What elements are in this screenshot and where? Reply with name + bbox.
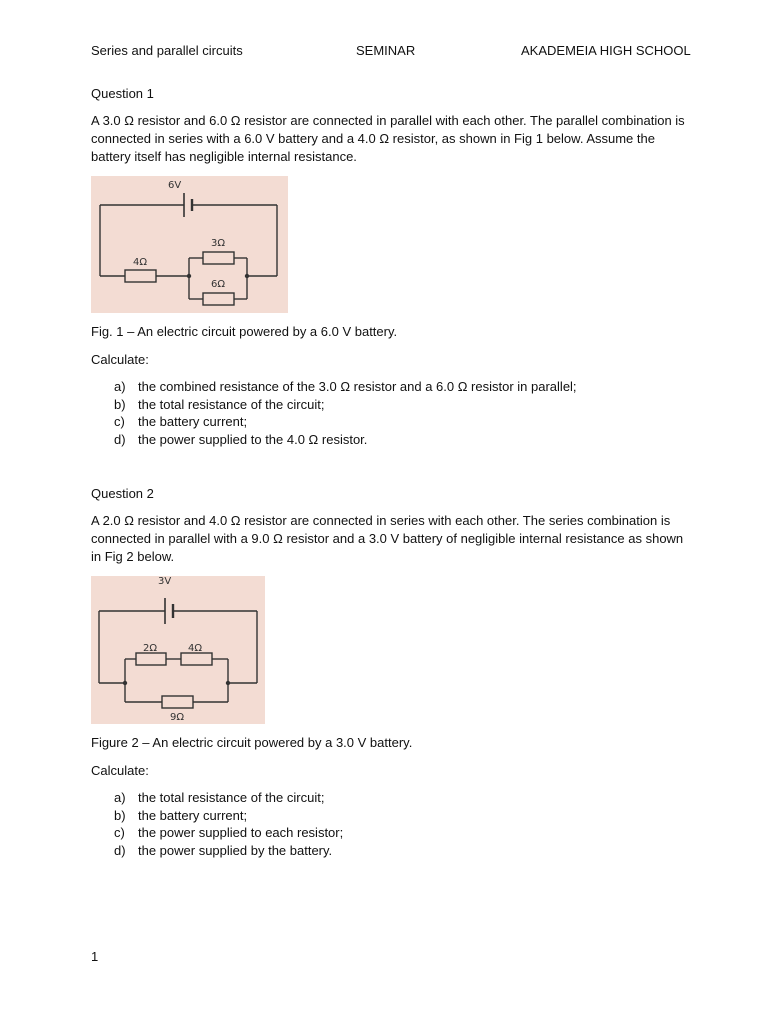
list-item	[114, 824, 343, 842]
item-text: the battery current;	[138, 414, 248, 430]
item-marker: a)	[114, 379, 126, 394]
figure-2-bottom-resistor-label: 9Ω	[170, 712, 185, 723]
figure-2-battery-label: 3V	[158, 576, 172, 587]
figure-2-left-resistor-label: 2Ω	[143, 643, 158, 654]
item-text: the total resistance of the circuit;	[138, 396, 325, 412]
item-marker: c)	[114, 414, 125, 430]
list-item	[114, 378, 577, 396]
figure-1-battery-label: 6V	[168, 180, 182, 191]
item-text: the combined resistance of the 3.0 Ω resistor and a 6.0 Ω resistor in parallel;	[138, 379, 577, 394]
list-item	[114, 431, 577, 449]
list-item	[114, 396, 577, 414]
item-marker: d)	[114, 842, 126, 858]
question-2-calculate-label: Calculate:	[91, 763, 149, 778]
figure-1-bottom-resistor-label: 6Ω	[211, 279, 226, 290]
figure-2-circuit	[91, 576, 265, 724]
list-item	[114, 807, 343, 825]
question-1-title: Question 1	[91, 86, 154, 101]
item-marker: b)	[114, 807, 126, 823]
question-2-text: A 2.0 Ω resistor and 4.0 Ω resistor are connected in series with each other. The series combination is connected in parallel with a 9.0 Ω resistor and a 3.0 V battery of negligible internal resistance as shown in Fig 2 below.	[91, 513, 684, 564]
figure-1-top-resistor-label: 3Ω	[211, 238, 226, 249]
list-item	[114, 413, 577, 431]
item-marker: a)	[114, 790, 126, 805]
question-1-items	[114, 378, 577, 448]
question-1-text: A 3.0 Ω resistor and 6.0 Ω resistor are connected in parallel with each other. The parallel combination is connected in series with a 6.0 V battery and a 4.0 Ω resistor, as shown in Fig 1 below. Assume the battery itself has negligible internal resistance.	[91, 113, 685, 164]
item-text: the power supplied to the 4.0 Ω resistor.	[138, 431, 368, 447]
header-center: SEMINAR	[356, 43, 416, 58]
figure-1-series-resistor-label: 4Ω	[133, 257, 148, 268]
item-text: the battery current;	[138, 807, 248, 823]
question-2-items	[114, 789, 343, 859]
item-marker: d)	[114, 431, 126, 447]
header-right: AKADEMEIA HIGH SCHOOL	[521, 43, 691, 58]
header-left: Series and parallel circuits	[91, 43, 243, 58]
question-2-title: Question 2	[91, 486, 154, 501]
figure-1-circuit	[91, 176, 288, 313]
item-text: the total resistance of the circuit;	[138, 790, 325, 805]
page-number: 1	[91, 949, 99, 964]
item-text: the power supplied to each resistor;	[138, 825, 344, 841]
item-text: the power supplied by the battery.	[138, 842, 333, 858]
list-item	[114, 789, 343, 807]
figure-1-caption: Fig. 1 – An electric circuit powered by a 6.0 V battery.	[91, 324, 398, 339]
figure-2-caption: Figure 2 – An electric circuit powered by a 3.0 V battery.	[91, 735, 413, 750]
figure-2-right-resistor-label: 4Ω	[188, 643, 203, 654]
question-1-calculate-label: Calculate:	[91, 352, 149, 367]
item-marker: c)	[114, 825, 125, 841]
item-marker: b)	[114, 396, 126, 412]
list-item	[114, 842, 343, 860]
